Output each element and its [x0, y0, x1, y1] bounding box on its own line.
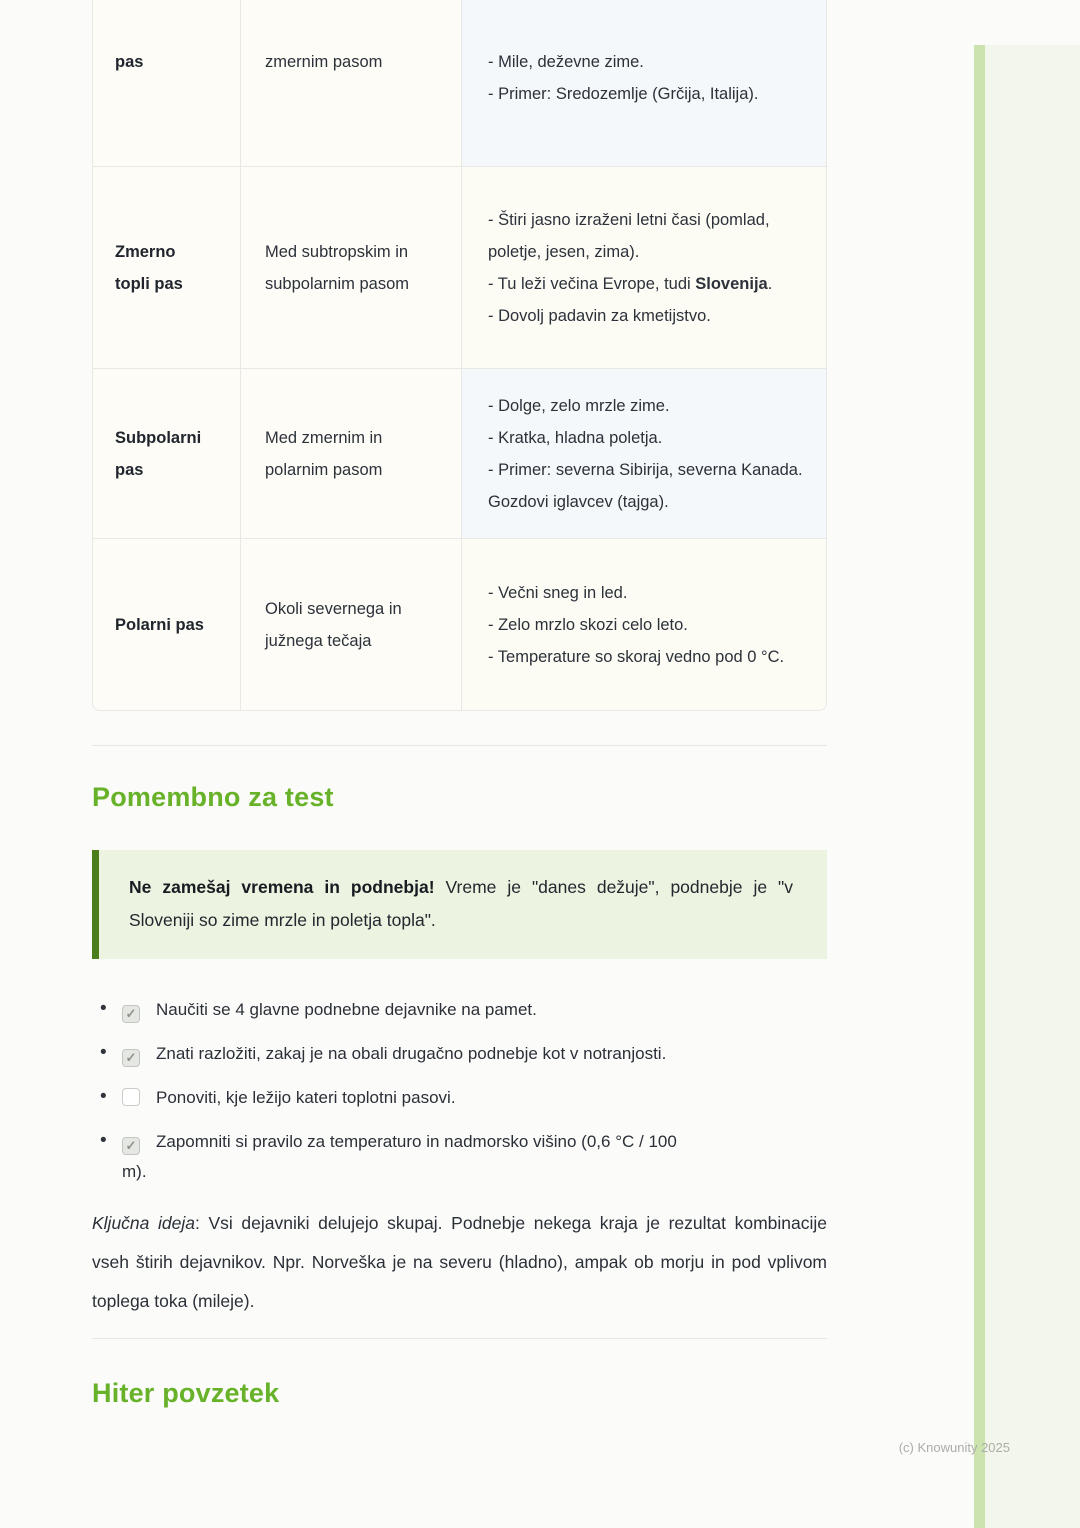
table-row	[93, 166, 826, 368]
checklist-item-label: Naučiti se 4 glavne podnebne dejavnike na pamet.	[156, 1000, 537, 1019]
location-cell	[240, 167, 461, 368]
checklist-item	[92, 1039, 782, 1069]
zone-name: Zmerno topli pas	[115, 242, 183, 293]
checklist-item-label: Znati razložiti, zakaj je na obali drugačno podnebje kot v notranjosti.	[156, 1044, 667, 1063]
feature-line: - Mile, deževne zime.	[488, 53, 644, 71]
location-cell	[240, 0, 461, 166]
feature-line: - Dovolj padavin za kmetijstvo.	[488, 306, 711, 325]
table-row	[93, 368, 826, 538]
zone-cell	[93, 539, 240, 710]
test-checklist	[92, 995, 782, 1201]
heading-pomembno-za-test: Pomembno za test	[92, 782, 334, 812]
zone-name: Subpolarni pas	[115, 428, 202, 479]
feature-line: - Primer: severna Sibirija, severna Kanada. Gozdovi iglavcev (tajga).	[488, 460, 803, 511]
callout-warning	[92, 850, 827, 959]
key-idea-paragraph	[92, 1204, 827, 1321]
zone-cell	[93, 369, 240, 538]
features-cell	[461, 167, 827, 368]
copyright-footer: (c) Knowunity 2025	[898, 1440, 1010, 1455]
features-cell	[461, 0, 827, 166]
callout-text: Vreme je "danes dežuje", podnebje je "v Sloveniji so zime mrzle in poletja topla".	[129, 877, 794, 930]
heading-hiter-povzetek: Hiter povzetek	[92, 1378, 280, 1408]
key-idea-text: : Vsi dejavniki delujejo skupaj. Podnebje nekega kraja je rezultat kombinacije vseh štirih dejavnikov. Npr. Norveška je na severu (hladno), ampak ob morju in pod vplivom toplega toka (mileje).	[92, 1213, 827, 1311]
features-cell	[461, 369, 827, 538]
checkbox-3: ✓	[122, 1137, 140, 1155]
checklist-item-label-wrap: m).	[122, 1162, 147, 1181]
feature-line: - Štiri jasno izraženi letni časi (pomlad, poletje, jesen, zima).	[488, 210, 770, 261]
table-row	[93, 0, 826, 166]
feature-line: - Večni sneg in led.	[488, 583, 628, 602]
feature-line: - Kratka, hladna poletja.	[488, 428, 663, 447]
feature-line: - Primer: Sredozemlje (Grčija, Italija).	[488, 85, 759, 103]
zone-location: Okoli severnega in južnega tečaja	[265, 599, 402, 650]
zone-cell	[93, 0, 240, 166]
checklist-item	[92, 1127, 782, 1187]
zone-location: Med subtropskim in subpolarnim pasom	[265, 242, 409, 293]
table-row	[93, 538, 826, 710]
feature-line: - Zelo mrzlo skozi celo leto.	[488, 615, 688, 634]
checkbox-2	[122, 1088, 140, 1106]
checkbox-0: ✓	[122, 1005, 140, 1023]
key-idea-lead: Ključna ideja	[92, 1213, 195, 1233]
section-divider	[92, 745, 827, 746]
checkbox-1: ✓	[122, 1049, 140, 1067]
location-cell	[240, 369, 461, 538]
section-divider	[92, 1338, 827, 1339]
feature-line: - Temperature so skoraj vedno pod 0 °C.	[488, 647, 785, 666]
climate-zones-table	[92, 0, 827, 711]
page-edge-bar	[974, 45, 985, 1528]
checklist-item-label: Ponoviti, kje ležijo kateri toplotni pasovi.	[156, 1088, 456, 1107]
feature-line: - Tu leži večina Evrope, tudi Slovenija.	[488, 274, 773, 293]
zone-name: Polarni pas	[115, 615, 204, 634]
checklist-item-label: Zapomniti si pravilo za temperaturo in nadmorsko višino (0,6 °C / 100	[156, 1132, 677, 1151]
zone-location: Med zmernim in polarnim pasom	[265, 428, 383, 479]
checklist-item	[92, 1083, 782, 1113]
location-cell	[240, 539, 461, 710]
zone-name: pas	[115, 53, 144, 71]
page-edge-tint	[985, 45, 1080, 1528]
feature-line: - Dolge, zelo mrzle zime.	[488, 396, 670, 415]
checklist-item	[92, 995, 782, 1025]
features-cell	[461, 539, 827, 710]
callout-bold-text: Ne zamešaj vremena in podnebja!	[129, 877, 435, 897]
zone-cell	[93, 167, 240, 368]
zone-location: zmernim pasom	[265, 53, 383, 71]
